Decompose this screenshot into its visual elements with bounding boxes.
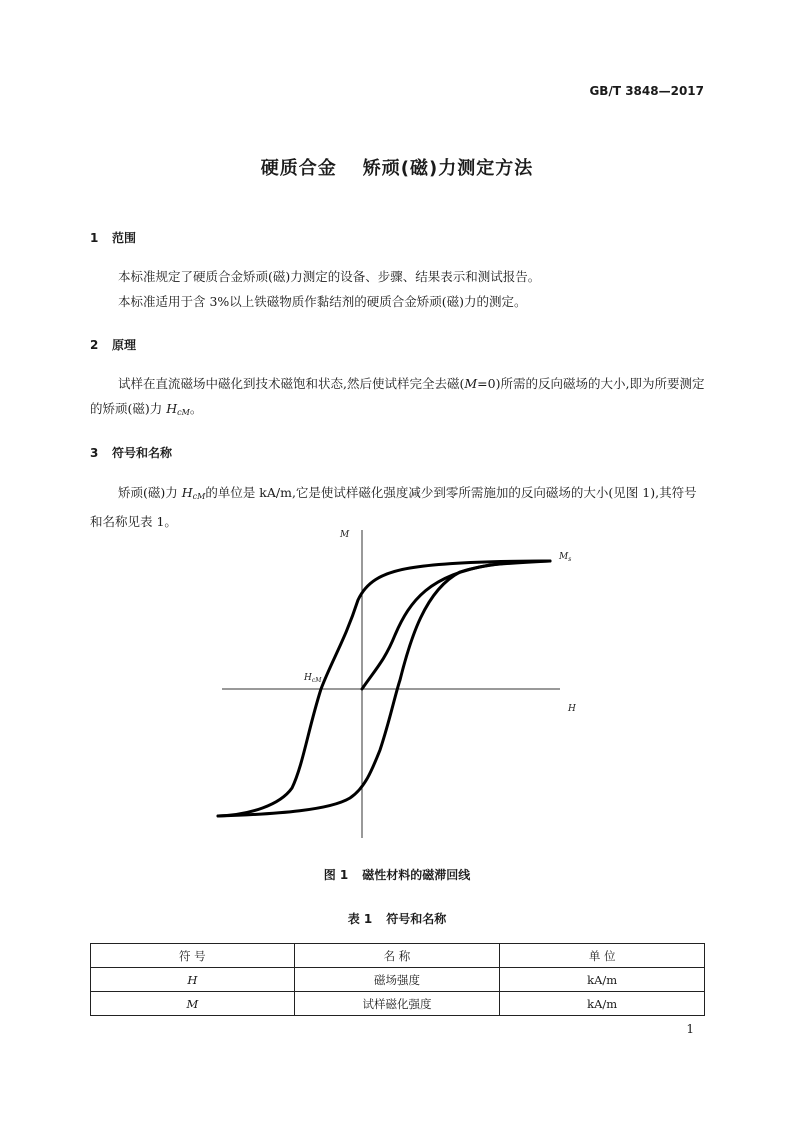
text-run: 矫顽(磁)力	[118, 485, 182, 500]
m-axis-label: M	[340, 530, 350, 540]
section-3-heading	[90, 444, 172, 461]
table-row	[91, 992, 705, 1016]
section-3-number: 3	[90, 446, 99, 460]
header-symbol: 符 号	[91, 944, 295, 968]
section-1-heading	[90, 229, 136, 246]
section-1-title: 范围	[112, 231, 137, 245]
text-run: 试样在直流磁场中磁化到技术磁饱和状态,然后使试样完全去磁(	[118, 376, 465, 391]
section-2-title: 原理	[112, 338, 137, 352]
section-1-paragraph-1: 本标准规定了硬质合金矫顽(磁)力测定的设备、步骤、结果表示和测试报告。	[118, 269, 541, 284]
figure-caption-text: 磁性材料的磁滞回线	[362, 868, 471, 882]
header-unit: 单 位	[500, 944, 705, 968]
text-run: 。	[189, 401, 203, 416]
title-part1: 硬质合金	[260, 158, 337, 179]
section-1-paragraph-2: 本标准适用于含 3%以上铁磁物质作黏结剂的硬质合金矫顽(磁)力的测定。	[118, 294, 527, 309]
section-3-title: 符号和名称	[112, 446, 173, 460]
table-caption-label: 表 1	[347, 912, 373, 926]
cell-unit: kA/m	[500, 992, 705, 1016]
table-caption	[0, 910, 794, 927]
ms-label-sub: s	[568, 556, 572, 563]
initial-magnetization-curve	[362, 561, 550, 689]
symbol-subscript: cM	[177, 408, 190, 417]
hcm-label-main: H	[304, 673, 312, 683]
section-1-number: 1	[90, 231, 99, 245]
text-run: =0)所需的反向磁场的大小,即为所要测定的矫顽(磁)力	[90, 376, 705, 416]
section-2-body	[90, 371, 705, 425]
symbol-m: M	[464, 376, 478, 391]
table-header-row	[91, 944, 705, 968]
ms-label	[558, 552, 571, 563]
figure-caption-label: 图 1	[323, 868, 349, 882]
header-name: 名 称	[294, 944, 500, 968]
standard-code: GB/T 3848—2017	[589, 84, 704, 98]
cell-symbol: M	[91, 992, 295, 1016]
ms-label-main: M	[559, 552, 569, 562]
hcm-label	[303, 673, 322, 684]
table-row	[91, 968, 705, 992]
cell-unit: kA/m	[500, 968, 705, 992]
hysteresis-loop-figure	[200, 520, 600, 850]
document-title	[0, 154, 794, 180]
text-run: 的单位是 kA/m,它是使试样磁化强度减少到零所需施加的反向磁场的大小(见图 1),其符号和名称见表 1。	[90, 485, 697, 529]
hcm-label-sub: cM	[311, 677, 322, 684]
cell-symbol: H	[91, 968, 295, 992]
cell-name: 试样磁化强度	[294, 992, 500, 1016]
symbol-subscript: cM	[192, 492, 206, 501]
table-caption-text: 符号和名称	[386, 912, 447, 926]
section-2-heading	[90, 336, 136, 353]
title-part2: 矫顽(磁)力测定方法	[362, 158, 534, 179]
section-1-body	[90, 264, 705, 314]
page-number: 1	[686, 1022, 694, 1036]
figure-caption	[0, 866, 794, 883]
h-axis-label: H	[568, 704, 576, 714]
section-2-number: 2	[90, 338, 99, 352]
symbols-table	[90, 943, 705, 1016]
section-2-paragraph-1	[90, 371, 705, 425]
symbol-h: H	[181, 485, 193, 500]
cell-name: 磁场强度	[294, 968, 500, 992]
symbol-h: H	[166, 401, 178, 416]
